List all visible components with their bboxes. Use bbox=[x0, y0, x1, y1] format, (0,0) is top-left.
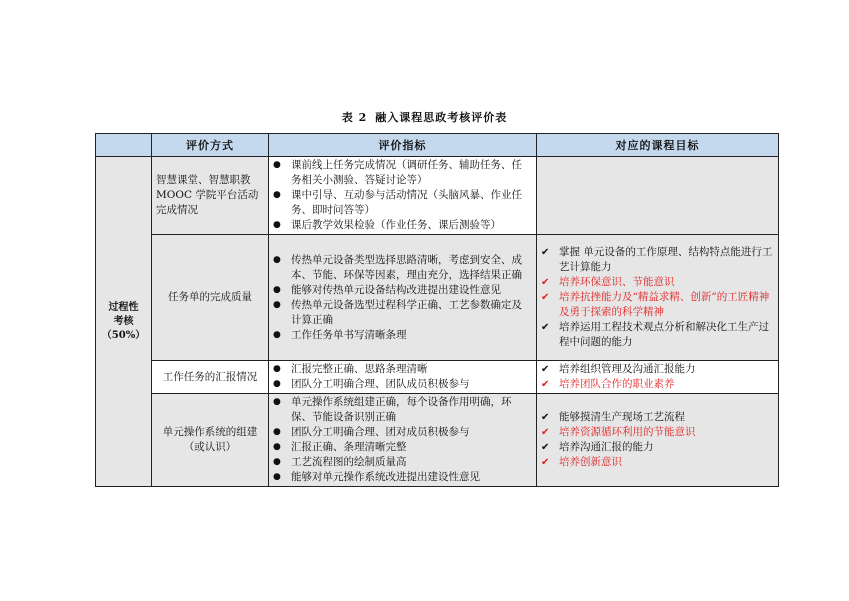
method-text: 任务单的完成质量 bbox=[168, 291, 252, 303]
bullet-icon: ● bbox=[273, 379, 281, 389]
bullet-icon: ● bbox=[273, 457, 281, 467]
method-text: 工作任务的汇报情况 bbox=[162, 370, 258, 383]
method-text: 智慧课堂、智慧职教 MOOC 学院平台活动完成情况 bbox=[156, 174, 259, 216]
check-icon: ✔ bbox=[541, 292, 550, 303]
check-icon: ✔ bbox=[541, 277, 550, 288]
bullet-icon: ● bbox=[273, 364, 281, 374]
list-item: ● 汇报完整正确、思路条理清晰 bbox=[273, 363, 428, 375]
bullet-icon: ● bbox=[273, 220, 281, 230]
check-icon: ✔ bbox=[541, 442, 550, 453]
bullet-icon: ● bbox=[273, 160, 281, 170]
check-icon: ✔ bbox=[541, 379, 550, 390]
indicators-cell bbox=[269, 394, 537, 487]
category-line: 过程性 bbox=[108, 301, 139, 313]
list-item: ✔ 培养组织管理及沟通汇报能力 bbox=[541, 363, 696, 375]
check-icon: ✔ bbox=[541, 427, 550, 438]
goals-cell bbox=[537, 157, 779, 235]
indicators-cell bbox=[269, 157, 537, 235]
list-item: ✔ 掌握 单元设备的工作原理、结构特点能进行工艺计算能力 bbox=[541, 246, 773, 273]
method-text: 单元操作系统的组建 bbox=[162, 426, 258, 438]
method-cell bbox=[152, 235, 269, 361]
check-icon: ✔ bbox=[541, 364, 550, 375]
indicators-cell bbox=[269, 361, 537, 394]
caption-title: 融入课程思政考核评价表 bbox=[375, 111, 508, 124]
table-row bbox=[96, 394, 779, 487]
header-indicators: 评价指标 bbox=[269, 134, 537, 157]
list-item: ✔ 培养团队合作的职业素养 bbox=[541, 378, 675, 390]
header-method: 评价方式 bbox=[152, 134, 269, 157]
list-item: ✔ 能够摸清生产现场工艺流程 bbox=[541, 411, 685, 423]
list-item: ● 传热单元设备选型过程科学正确、工艺参数确定及计算正确 bbox=[273, 298, 522, 326]
method-cell bbox=[152, 394, 269, 487]
bullet-icon: ● bbox=[273, 284, 281, 295]
goals-cell bbox=[537, 235, 779, 361]
header-blank bbox=[96, 134, 152, 157]
table-row bbox=[96, 361, 779, 394]
method-cell bbox=[152, 361, 269, 394]
check-icon: ✔ bbox=[541, 457, 550, 468]
table-row bbox=[96, 157, 779, 235]
method-text: （或认识） bbox=[183, 441, 237, 453]
check-icon: ✔ bbox=[541, 322, 550, 333]
goals-cell bbox=[537, 394, 779, 487]
goals-cell bbox=[537, 361, 779, 394]
list-item: ✔ 培养沟通汇报的能力 bbox=[541, 441, 654, 453]
table-caption bbox=[0, 109, 849, 125]
bullet-icon: ● bbox=[273, 254, 281, 265]
bullet-icon: ● bbox=[273, 190, 281, 200]
list-item: ● 团队分工明确合理、团对成员积极参与 bbox=[273, 426, 470, 438]
list-item: ● 团队分工明确合理、团队成员积极参与 bbox=[273, 378, 470, 390]
bullet-icon: ● bbox=[273, 299, 281, 310]
bullet-icon: ● bbox=[273, 472, 281, 482]
bullet-icon: ● bbox=[273, 329, 281, 340]
bullet-icon: ● bbox=[273, 397, 281, 407]
bullet-icon: ● bbox=[273, 442, 281, 452]
method-cell bbox=[152, 157, 269, 235]
check-icon: ✔ bbox=[541, 247, 550, 258]
list-item: ✔ 培养创新意识 bbox=[541, 456, 622, 468]
check-icon: ✔ bbox=[541, 412, 550, 423]
list-item: ● 课后教学效果检验（作业任务、课后测验等） bbox=[273, 219, 501, 231]
list-item: ● 能够对传热单元设备结构改进提出建设性意见 bbox=[273, 283, 501, 296]
list-item: ● 工作任务单书写清晰条理 bbox=[273, 328, 407, 341]
list-item: ● 汇报正确、条理清晰完整 bbox=[273, 441, 407, 453]
header-goals: 对应的课程目标 bbox=[537, 134, 779, 157]
bullet-icon: ● bbox=[273, 427, 281, 437]
list-item: ● 课中引导、互动参与活动情况（头脑风暴、作业任务、即时问答等） bbox=[273, 189, 522, 216]
indicators-cell bbox=[269, 235, 537, 361]
header-row bbox=[96, 134, 779, 157]
table-row bbox=[96, 235, 779, 361]
list-item: ● 单元操作系统组建正确，每个设备作用明确，环保、节能设备识别正确 bbox=[273, 396, 512, 423]
category-line: （50%） bbox=[101, 329, 146, 341]
list-item: ● 能够对单元操作系统改进提出建设性意见 bbox=[273, 471, 480, 483]
list-item: ✔ 培养运用工程技术观点分析和解决化工生产过程中问题的能力 bbox=[541, 321, 769, 348]
list-item: ✔ 培养资源循环利用的节能意识 bbox=[541, 426, 696, 438]
caption-number: 表 2 bbox=[341, 111, 368, 124]
category-cell bbox=[96, 157, 152, 487]
category-line: 考核 bbox=[113, 315, 134, 327]
list-item: ● 课前线上任务完成情况（调研任务、辅助任务、任务相关小测验、答疑讨论等） bbox=[273, 159, 522, 186]
list-item: ✔ 培养环保意识、节能意识 bbox=[541, 276, 675, 288]
evaluation-table bbox=[95, 133, 779, 487]
list-item: ● 传热单元设备类型选择思路清晰，考虑到安全、成本、节能、环保等因素，理由充分，选择结果正确 bbox=[273, 253, 522, 281]
list-item: ● 工艺流程图的绘制质量高 bbox=[273, 456, 407, 468]
list-item: ✔ 培养抗挫能力及“精益求精、创新”的工匠精神及勇于探索的科学精神 bbox=[541, 291, 770, 318]
